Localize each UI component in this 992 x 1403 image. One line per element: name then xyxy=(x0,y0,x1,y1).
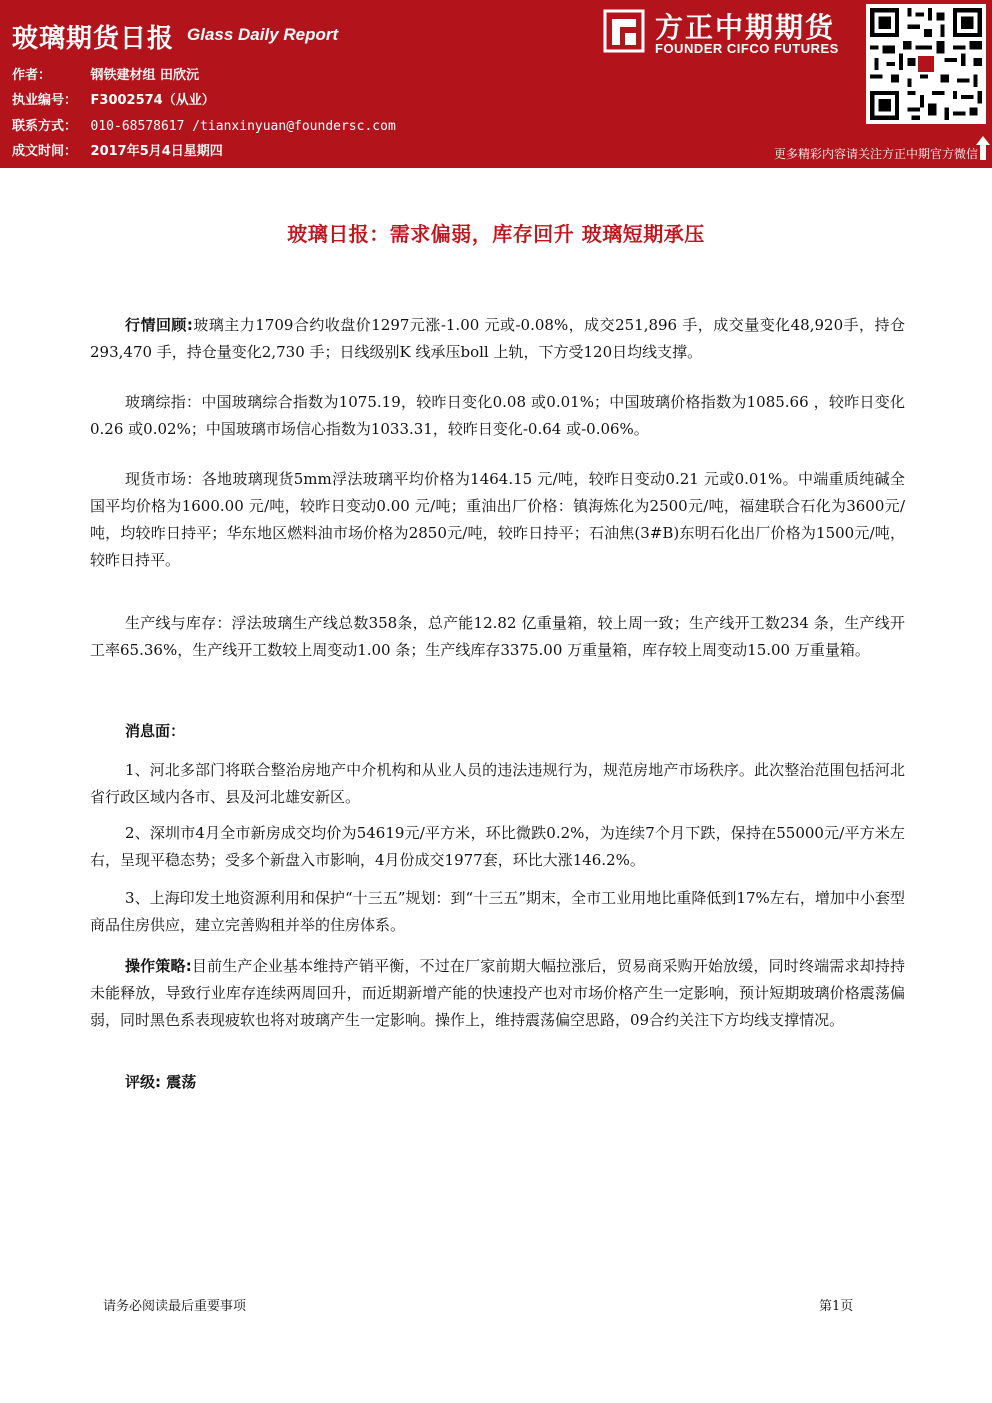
news-item: 1、河北多部门将联合整治房地产中介机构和从业人员的违法违规行为，规范房地产市场秩序。此次整治范围包括河北省行政区域内各市、县及河北雄安新区。 xyxy=(90,761,905,806)
rating-row xyxy=(125,1071,196,1092)
market-review-text: 玻璃主力1709合约收盘价1297元涨-1.00 元或-0.08%，成交251,896 手，成交量变化48,920手，持仓293,470 手，持仓量变化2,730 手；日线级别K 线承压boll 上轨，下方受120日均线支撑。 xyxy=(90,316,906,361)
qr-code-icon xyxy=(866,4,986,124)
rating-value: 震荡 xyxy=(166,1073,197,1091)
license-row xyxy=(12,89,215,108)
news-item: 2、深圳市4月全市新房成交均价为54619元/平方米，环比微跌0.2%，为连续7个月下跌，保持在55000元/平方米左右，呈现平稳态势；受多个新盘入市影响，4月份成交1977套，环比大涨146.2%。 xyxy=(90,824,905,869)
strategy-label: 操作策略: xyxy=(125,957,192,975)
author-value: 钢铁建材组 田欣沅 xyxy=(90,68,200,83)
report-header xyxy=(0,0,992,178)
date-row xyxy=(12,140,223,159)
license-value: F3002574（从业） xyxy=(90,93,215,108)
production-inventory-paragraph: 生产线与库存：浮法玻璃生产线总数358条，总产能12.82 亿重量箱，较上周一致；生产线开工数234 条，生产线开工率65.36%，生产线开工数较上周变动1.00 条；生产线库存3375.00 万重量箱，库存较上周变动15.00 万重量箱。 xyxy=(90,614,905,659)
contact-row xyxy=(12,115,396,134)
page-number: 第1页 xyxy=(819,1299,854,1314)
date-label: 成文时间： xyxy=(12,144,78,159)
strategy-paragraph xyxy=(90,953,905,1034)
brand-name-cn: 方正中期期货 xyxy=(655,11,836,44)
brand-name-en: FOUNDER CIFCO FUTURES xyxy=(655,41,839,56)
license-label: 执业编号： xyxy=(12,93,78,108)
contact-label: 联系方式： xyxy=(12,119,78,134)
footer-notice: 请务必阅读最后重要事项 xyxy=(103,1299,247,1314)
glass-index-paragraph: 玻璃综指：中国玻璃综合指数为1075.19，较昨日变化0.08 或0.01%；中国玻璃价格指数为1085.66 ，较昨日变化0.26 或0.02%；中国玻璃市场信心指数为1033.31，较昨日变化-0.64 或-0.06%。 xyxy=(90,393,905,438)
strategy-text: 目前生产企业基本维持产销平衡，不过在厂家前期大幅拉涨后，贸易商采购开始放缓，同时终端需求却持持未能释放，导致行业库存连续两周回升，而近期新增产能的快速投产也对市场价格产生一定影响，预计短期玻璃价格震荡偏弱，同时黑色系表现疲软也将对玻璃产生一定影响。操作上，维持震荡偏空思路，09合约关注下方均线支撑情况。 xyxy=(90,957,906,1029)
report-title-cn: 玻璃期货日报 xyxy=(12,24,175,54)
author-label: 作者： xyxy=(12,68,52,83)
spot-market-paragraph: 现货市场：各地玻璃现货5mm浮法玻璃平均价格为1464.15 元/吨，较昨日变动0.21 元或0.01%。中端重质纯碱全国平均价格为1600.00 元/吨，较昨日变动0.00 元/吨；重油出厂价格：镇海炼化为2500元/吨，福建联合石化为3600元/吨，均较昨日持平；华东地区燃料油市场价格为2850元/吨，较昨日持平；石油焦(3#B)东明石化出厂价格为1500元/吨，较昨日持平。 xyxy=(90,470,905,569)
news-heading: 消息面： xyxy=(125,722,186,740)
market-review-label: 行情回顾: xyxy=(125,316,193,334)
arrow-up-icon xyxy=(975,135,991,161)
author-row xyxy=(12,64,199,83)
contact-value[interactable]: 010-68578617 /tianxinyuan@foundersc.com xyxy=(90,119,396,134)
news-item: 3、上海印发土地资源利用和保护“十三五”规划：到“十三五”期末，全市工业用地比重降低到17%左右，增加中小套型商品住房供应，建立完善购租并举的住房体系。 xyxy=(90,889,905,934)
header-rule xyxy=(0,165,992,168)
date-value: 2017年5月4日星期四 xyxy=(90,144,223,159)
wechat-follow-tip: 更多精彩内容请关注方正中期官方微信 xyxy=(773,147,978,161)
document-title: 玻璃日报：需求偏弱，库存回升 玻璃短期承压 xyxy=(287,222,705,246)
report-title-en: Glass Daily Report xyxy=(187,25,339,44)
market-review-paragraph xyxy=(90,312,905,366)
founder-logo-icon xyxy=(603,9,645,53)
rating-label: 评级: xyxy=(125,1073,161,1091)
